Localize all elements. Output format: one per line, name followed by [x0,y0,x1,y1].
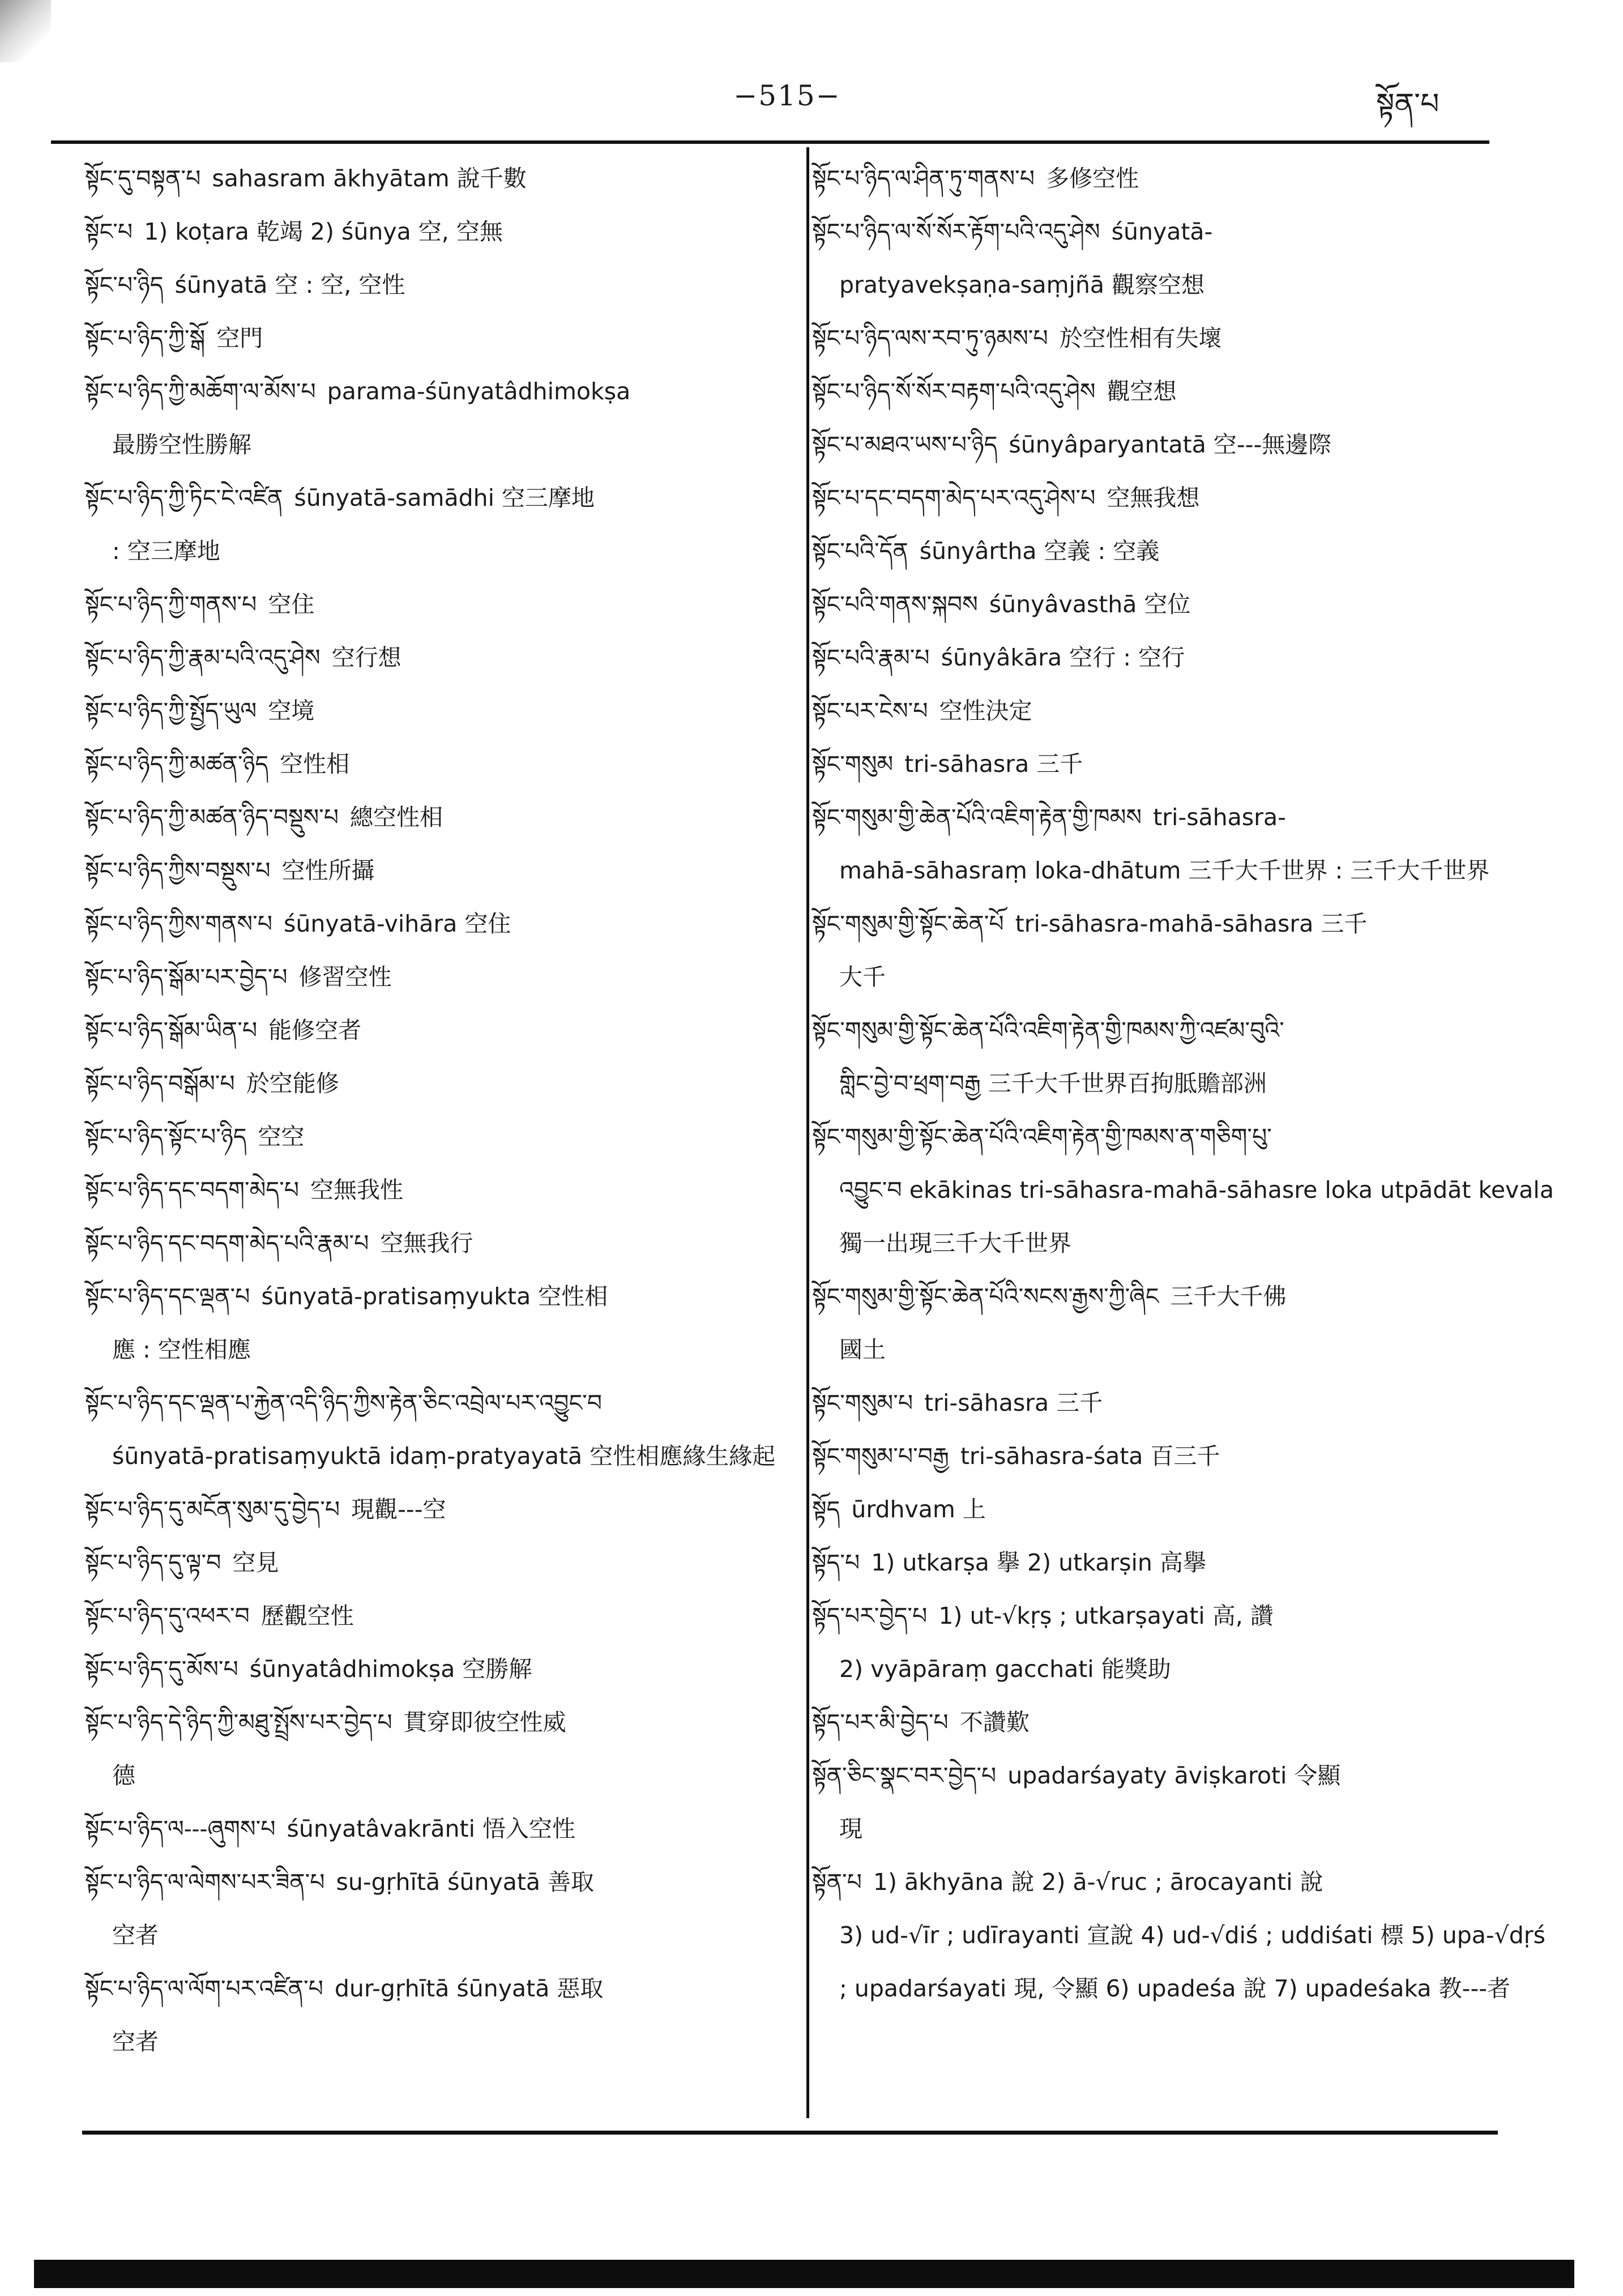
entry-continuation: 2) vyāpāraṃ gacchati 能獎助 [839,1655,1171,1683]
dictionary-entry [85,205,827,258]
dictionary-entry [812,1429,1554,1483]
entry-definition: 空無我想 [1107,484,1200,511]
dictionary-entry [85,1376,827,1483]
entry-definition: 空性相 [280,750,350,778]
tibetan-headword: སྟོང་པའི་གནས་སྐབས [812,591,978,618]
dictionary-entry [812,418,1554,471]
dictionary-entry [85,258,827,311]
entry-definition: 空境 [268,697,315,724]
tibetan-headword: སྟོང་པ་དང་བདག་མེད་པར་འདུ་ཤེས་པ [812,484,1096,511]
dictionary-entry [85,1163,827,1217]
entry-definition: 空無我行 [380,1230,473,1257]
entry-definition: tri-sāhasra 三千 [924,1389,1103,1416]
dictionary-entry [812,471,1554,524]
entry-definition: 歷觀空性 [260,1602,354,1629]
entry-definition: 於空性相有失壞 [1059,325,1222,352]
tibetan-headword: སྟོང་པ་ཉིད་དུ་མངོན་སུམ་དུ་བྱེད་པ [85,1496,340,1523]
entry-definition: 空性所攝 [281,857,375,884]
entry-definition: 不讚歎 [959,1709,1030,1736]
tibetan-headword: སྟོང་པ་ཉིད་དུ་ལྟ་བ [85,1549,221,1576]
tibetan-headword: སྟོང་པ་ཉིད་དང་ལྡན་པ [85,1283,250,1310]
tibetan-headword: སྟོང་གསུམ་གྱི་ཆེན་པོའི་འཇིག་རྟེན་གྱི་ཁམས [812,804,1142,831]
entry-definition: 空行想 [331,644,402,671]
entry-continuation: śūnyatā-pratisaṃyuktā idaṃ-pratyayatā 空性相應緣生緣起 [112,1443,776,1470]
tibetan-headword: སྟོང་དུ་བསྟན་པ [85,165,201,192]
entry-definition: 1) ut-√kṛṣ ; utkarṣayati 高, 讚 [938,1602,1274,1629]
dictionary-entry [812,1536,1554,1589]
tibetan-headword: སྟོང་པ་ཉིད་དང་བདག་མེད་པ [85,1176,299,1204]
tibetan-headword: སྟོང་པ་ཉིད་ཀྱི་མཚན་ཉིད་བསྡུས་པ [85,804,339,831]
dictionary-entry [85,1589,827,1642]
entry-definition: śūnyâparyantatā 空---無邊際 [1009,431,1332,458]
tibetan-headword: སྟོང་པ་ཉིད་ལ་སོ་སོར་རྟོག་པའི་འདུ་ཤེས [812,218,1100,245]
entry-definition: śūnyatâvakrānti 悟入空性 [287,1815,576,1842]
tibetan-headword: སྟོང་པ་ཉིད་དང་བདག་མེད་པའི་རྣམ་པ [85,1230,369,1257]
tibetan-headword: སྟོད་པར་མི་བྱེད་པ [812,1709,949,1736]
entry-continuation: གླིང་བྱེ་བ་ཕྲག་བརྒྱ 三千大千世界百拘胝贍部洲 [839,1070,1267,1097]
dictionary-entry [85,578,827,631]
entry-definition: 1) ākhyāna 說 2) ā-√ruc ; ārocayanti 說 [873,1868,1323,1896]
tibetan-headword: སྟོང་པར་ངེས་པ [812,697,928,724]
dictionary-entry [812,897,1554,1004]
dictionary-entry [812,737,1554,791]
tibetan-headword: སྟོང་གསུམ་གྱི་སྟོང་ཆེན་པོའི་འཇིག་རྟེན་གྱི་ཁམས་ཀྱི་འཛམ་བུའི་ [812,1017,1284,1044]
dictionary-entry [812,791,1554,897]
entry-continuation: 空者 [112,1922,159,1949]
entry-definition: 能修空者 [268,1017,362,1044]
dictionary-entry [812,1749,1554,1855]
tibetan-headword: སྟོང་པ་ཉིད་ཀྱིས་བསྡུས་པ [85,857,271,884]
tibetan-headword: སྟོང་པ་ཉིད་ལ---ཞུགས་པ [85,1815,276,1842]
dictionary-entry [85,950,827,1004]
dictionary-entry [812,311,1554,365]
dictionary-entry [85,311,827,365]
dictionary-entry [812,684,1554,737]
entry-continuation: mahā-sāhasraṃ loka-dhātum 三千大千世界 : 三千大千世界 [839,857,1490,884]
dictionary-entry [85,152,827,205]
dictionary-entry [85,1110,827,1163]
dictionary-entry [812,578,1554,631]
dictionary-entry [85,844,827,897]
entry-definition: 現觀---空 [351,1496,446,1523]
dictionary-entry [812,1855,1554,2015]
tibetan-headword: སྟོང་གསུམ་པ་བརྒྱ [812,1443,949,1470]
tibetan-headword: སྟོང་པ་ཉིད་ཀྱི་རྣམ་པའི་འདུ་ཤེས [85,644,321,671]
tibetan-headword: སྟོང་པ་ཉིད་ཀྱི་གནས་པ [85,591,257,618]
tibetan-headword: སྟོང་པ་ཉིད་སྟོང་པ་ཉིད [85,1123,247,1150]
tibetan-headword: སྟོང་པ་ཉིད་ཀྱི་སྒོ [85,325,206,352]
entry-definition: 修習空性 [298,963,392,991]
entry-definition: 空性決定 [939,697,1032,724]
tibetan-headword: སྟོང་པ་ཉིད་ལ་ཤིན་ཏུ་གནས་པ [812,165,1035,192]
dictionary-entry [812,1270,1554,1376]
entry-definition: śūnyatā 空 : 空, 空性 [174,271,405,298]
bottom-rule [82,2131,1498,2135]
entry-definition: upadarśayaty āviṣkaroti 令顯 [1007,1762,1341,1789]
dictionary-entry [812,1696,1554,1749]
tibetan-headword: སྟོང་པ་ཉིད་སྒོམ་ཡིན་པ [85,1017,258,1044]
tibetan-headword: སྟོང་པ་མཐའ་ཡས་པ་ཉིད [812,431,998,458]
dictionary-entry [85,1696,827,1802]
entry-continuation: 應 : 空性相應 [112,1336,251,1363]
tibetan-headword: སྟོང་པ་ཉིད་ལས་རབ་ཏུ་ཉམས་པ [812,325,1048,352]
entry-definition: śūnyâvasthā 空位 [989,591,1191,618]
tibetan-headword: སྟོང་པ་ཉིད་ལ་ལེགས་པར་ཟིན་པ [85,1868,325,1896]
dictionary-entry [812,1004,1554,1110]
dictionary-entry [85,684,827,737]
tibetan-headword: སྟོད་པར་བྱེད་པ [812,1602,928,1629]
tibetan-headword: སྟོང་གསུམ་གྱི་སྟོང་ཆེན་པོ [812,910,1004,937]
tibetan-headword: སྟོང་པ་ཉིད་ཀྱི་མཚན་ཉིད [85,750,269,778]
dictionary-entry [85,791,827,844]
tibetan-headword: སྟོང་པ་ཉིད་སོ་སོར་བརྟག་པའི་འདུ་ཤེས [812,378,1096,405]
entry-definition: śūnyatā- [1111,218,1213,245]
entry-definition: 觀空想 [1107,378,1177,405]
entry-definition: 三千大千佛 [1170,1283,1287,1310]
entry-definition: 空住 [268,591,315,618]
running-head: སྟོན་པ [1376,87,1440,121]
entry-definition: śūnyatā-vihāra 空住 [284,910,511,937]
entry-definition: 空見 [232,1549,279,1576]
entry-definition: tri-sāhasra 三千 [904,750,1083,778]
entry-definition: sahasram ākhyātam 說千數 [212,165,527,192]
entry-definition: ūrdhvam 上 [851,1496,986,1523]
entry-definition: śūnyatā-pratisaṃyukta 空性相 [261,1283,608,1310]
tibetan-headword: སྟོང་པ [85,218,133,245]
tibetan-headword: སྟོང་པ་ཉིད་ལ་ལོག་པར་འཛིན་པ [85,1975,323,2002]
dictionary-entry [812,365,1554,418]
dictionary-entry [85,1217,827,1270]
scan-corner-shadow [0,0,51,62]
dictionary-entry [85,1962,827,2068]
entry-definition: parama-śūnyatâdhimokṣa [327,378,631,405]
scan-edge-band [34,2260,1574,2288]
entry-continuation: འབྱུང་བ ekākinas tri-sāhasra-mahā-sāhasre loka utpādāt kevala 獨一出現三千大千世界 [839,1176,1554,1257]
entry-definition: 總空性相 [350,804,443,831]
dictionary-entry [85,1004,827,1057]
entry-definition: 空空 [258,1123,305,1150]
entry-definition: 1) utkarṣa 擧 2) utkarṣin 高擧 [871,1549,1206,1576]
entry-definition: tri-sāhasra-śata 百三千 [960,1443,1220,1470]
dictionary-entry [812,1589,1554,1696]
entry-definition: tri-sāhasra- [1153,804,1286,831]
dictionary-entry [812,1483,1554,1536]
dictionary-entry [85,1270,827,1376]
tibetan-headword: སྟོན་པ [812,1868,862,1896]
tibetan-headword: སྟོང་པའི་དོན [812,537,908,565]
dictionary-entry [85,1536,827,1589]
entry-definition: tri-sāhasra-mahā-sāhasra 三千 [1015,910,1368,937]
right-column [812,152,1554,2015]
left-column [85,152,827,2068]
entry-definition: 空門 [216,325,263,352]
entry-continuation: 空者 [112,2028,159,2055]
dictionary-entry [85,1483,827,1536]
entry-definition: śūnyatâdhimokṣa 空勝解 [249,1655,532,1683]
entry-definition: śūnyâkāra 空行 : 空行 [941,644,1185,671]
tibetan-headword: སྟོང་པ་ཉིད་དུ་འཕར་བ [85,1602,250,1629]
tibetan-headword: སྟོང་པའི་རྣམ་པ [812,644,930,671]
entry-continuation: 3) ud-√īr ; udīrayanti 宣說 4) ud-√diś ; uddiśati 標 5) upa-√dṛś ; upadarśayati 現, 令顯 6) upadeśa 說 7) upadeśaka 教---者 [839,1922,1546,2002]
entry-definition: 空無我性 [310,1176,403,1204]
dictionary-entry [85,471,827,578]
tibetan-headword: སྟོང་པ་ཉིད་ཀྱི་ཏིང་ངེ་འཛིན [85,484,283,511]
entry-definition: 貫穿即彼空性威 [403,1709,566,1736]
dictionary-entry [812,1376,1554,1429]
page-number: −515− [733,79,841,112]
dictionary-entry [85,365,827,471]
entry-continuation: 現 [839,1815,862,1842]
entry-continuation: 國土 [839,1336,886,1363]
tibetan-headword: སྟོན་ཅིང་སྣང་བར་བྱེད་པ [812,1762,997,1789]
tibetan-headword: སྟོང་གསུམ་གྱི་སྟོང་ཆེན་པོའི་སངས་རྒྱས་ཀྱི་ཞིང [812,1283,1159,1310]
tibetan-headword: སྟོང་གསུམ་པ [812,1389,913,1416]
tibetan-headword: སྟོང་པ་ཉིད་ཀྱི་སྤྱོད་ཡུལ [85,697,257,724]
entry-definition: su-gṛhītā śūnyatā 善取 [336,1868,595,1896]
dictionary-entry [812,205,1554,311]
tibetan-headword: སྟོད་པ [812,1549,860,1576]
tibetan-headword: སྟོང་པ་ཉིད [85,271,164,298]
dictionary-entry [812,152,1554,205]
entry-definition: 於空能修 [246,1070,339,1097]
tibetan-headword: སྟོང་པ་ཉིད་དུ་མོས་པ [85,1655,238,1683]
dictionary-entry [85,631,827,684]
dictionary-entry [85,737,827,791]
entry-continuation: 大千 [839,963,886,991]
top-rule [51,140,1489,144]
tibetan-headword: སྟོང་པ་ཉིད་བསྒོམ་པ [85,1070,235,1097]
dictionary-entry [85,897,827,950]
entry-definition: dur-gṛhītā śūnyatā 惡取 [334,1975,604,2002]
column-divider [806,147,809,2118]
tibetan-headword: སྟོང་པ་ཉིད་ཀྱི་མཆོག་ལ་མོས་པ [85,378,316,405]
dictionary-entry [812,524,1554,578]
entry-definition: śūnyârtha 空義 : 空義 [919,537,1160,565]
entry-continuation: 最勝空性勝解 [112,431,251,458]
tibetan-headword: སྟོང་པ་ཉིད་དང་ལྡན་པ་རྐྱེན་འདི་ཉིད་ཀྱིས་རྟེན་ཅིང་འབྲེལ་པར་འབྱུང་བ [85,1389,602,1416]
entry-definition: 多修空性 [1046,165,1139,192]
tibetan-headword: སྟོང་གསུམ [812,750,894,778]
entry-continuation: : 空三摩地 [112,537,220,565]
entry-continuation: pratyavekṣaṇa-saṃjñā 觀察空想 [839,271,1205,298]
tibetan-headword: སྟོང་པ་ཉིད་དེ་ཉིད་ཀྱི་མཐུ་སྤྲོས་པར་བྱེད་པ [85,1709,392,1736]
dictionary-entry [85,1642,827,1696]
tibetan-headword: སྟོང་པ་ཉིད་ཀྱིས་གནས་པ [85,910,272,937]
entry-definition: 1) koṭara 乾竭 2) śūnya 空, 空無 [144,218,503,245]
tibetan-headword: སྟོད [812,1496,840,1523]
dictionary-entry [85,1802,827,1855]
tibetan-headword: སྟོང་པ་ཉིད་སྒོམ་པར་བྱེད་པ [85,963,288,991]
dictionary-entry [812,1110,1554,1270]
dictionary-entry [85,1855,827,1962]
dictionary-entry [812,631,1554,684]
entry-continuation: 德 [112,1762,135,1789]
dictionary-entry [85,1057,827,1110]
entry-definition: śūnyatā-samādhi 空三摩地 [294,484,595,511]
tibetan-headword: སྟོང་གསུམ་གྱི་སྟོང་ཆེན་པོའི་འཇིག་རྟེན་གྱི་ཁམས་ན་གཅིག་པུ་ [812,1123,1272,1150]
